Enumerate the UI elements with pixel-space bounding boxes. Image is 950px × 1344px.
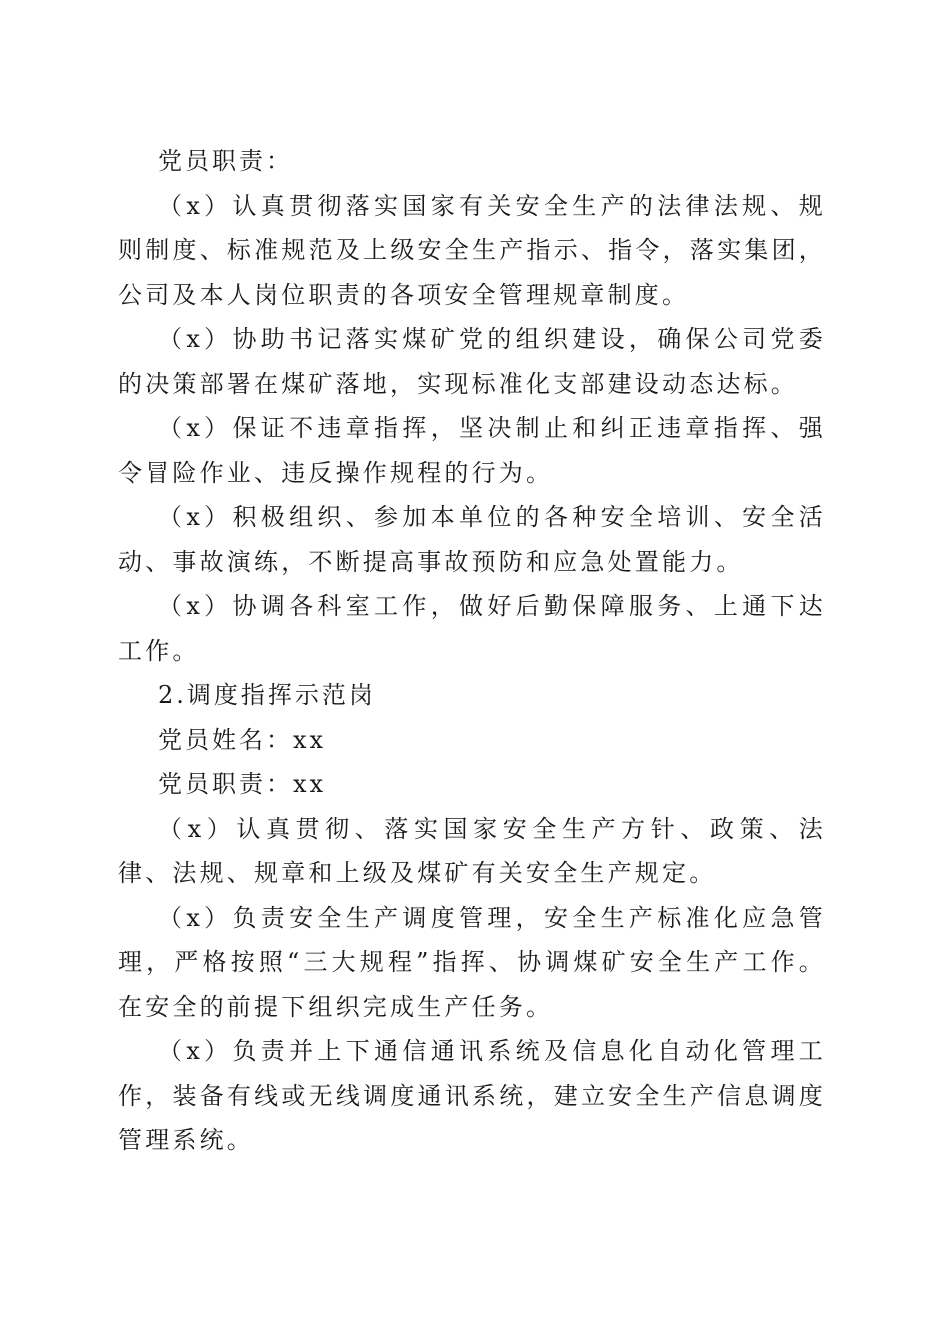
member-duties-line: 党员职责：xx (158, 770, 327, 798)
heading-member-duties: 党员职责： (158, 147, 293, 175)
duty-paragraph-4: （x）积极组织、参加本单位的各种安全培训、安全活动、事故演练，不断提高事故预防和应急处置能力。 (118, 503, 826, 576)
dispatch-duty-paragraph-1: （x）认真贯彻、落实国家安全生产方针、政策、法律、法规、规章和上级及煤矿有关安全生产规定。 (118, 814, 826, 887)
duty-paragraph-5: （x）协调各科室工作，做好后勤保障服务、上通下达工作。 (118, 592, 826, 665)
duty-paragraph-2: （x）协助书记落实煤矿党的组织建设，确保公司党委的决策部署在煤矿落地，实现标准化支部建设动态达标。 (118, 325, 826, 398)
document-page (118, 139, 826, 1163)
member-name-line: 党员姓名：xx (158, 725, 327, 754)
duty-paragraph-1: （x）认真贯彻落实国家有关安全生产的法律法规、规则制度、标准规范及上级安全生产指示、指令，落实集团，公司及本人岗位职责的各项安全管理规章制度。 (118, 191, 826, 309)
dispatch-duty-paragraph-2: （x）负责安全生产调度管理，安全生产标准化应急管理，严格按照“三大规程”指挥、协调煤矿安全生产工作。在安全的前提下组织完成生产任务。 (118, 903, 826, 1021)
section-title-dispatch: 2.调度指挥示范岗 (158, 681, 376, 709)
duty-paragraph-3: （x）保证不违章指挥，坚决制止和纠正违章指挥、强令冒险作业、违反操作规程的行为。 (118, 414, 826, 487)
dispatch-duty-paragraph-3: （x）负责并上下通信通讯系统及信息化自动化管理工作，装备有线或无线调度通讯系统，建立安全生产信息调度管理系统。 (118, 1037, 826, 1154)
